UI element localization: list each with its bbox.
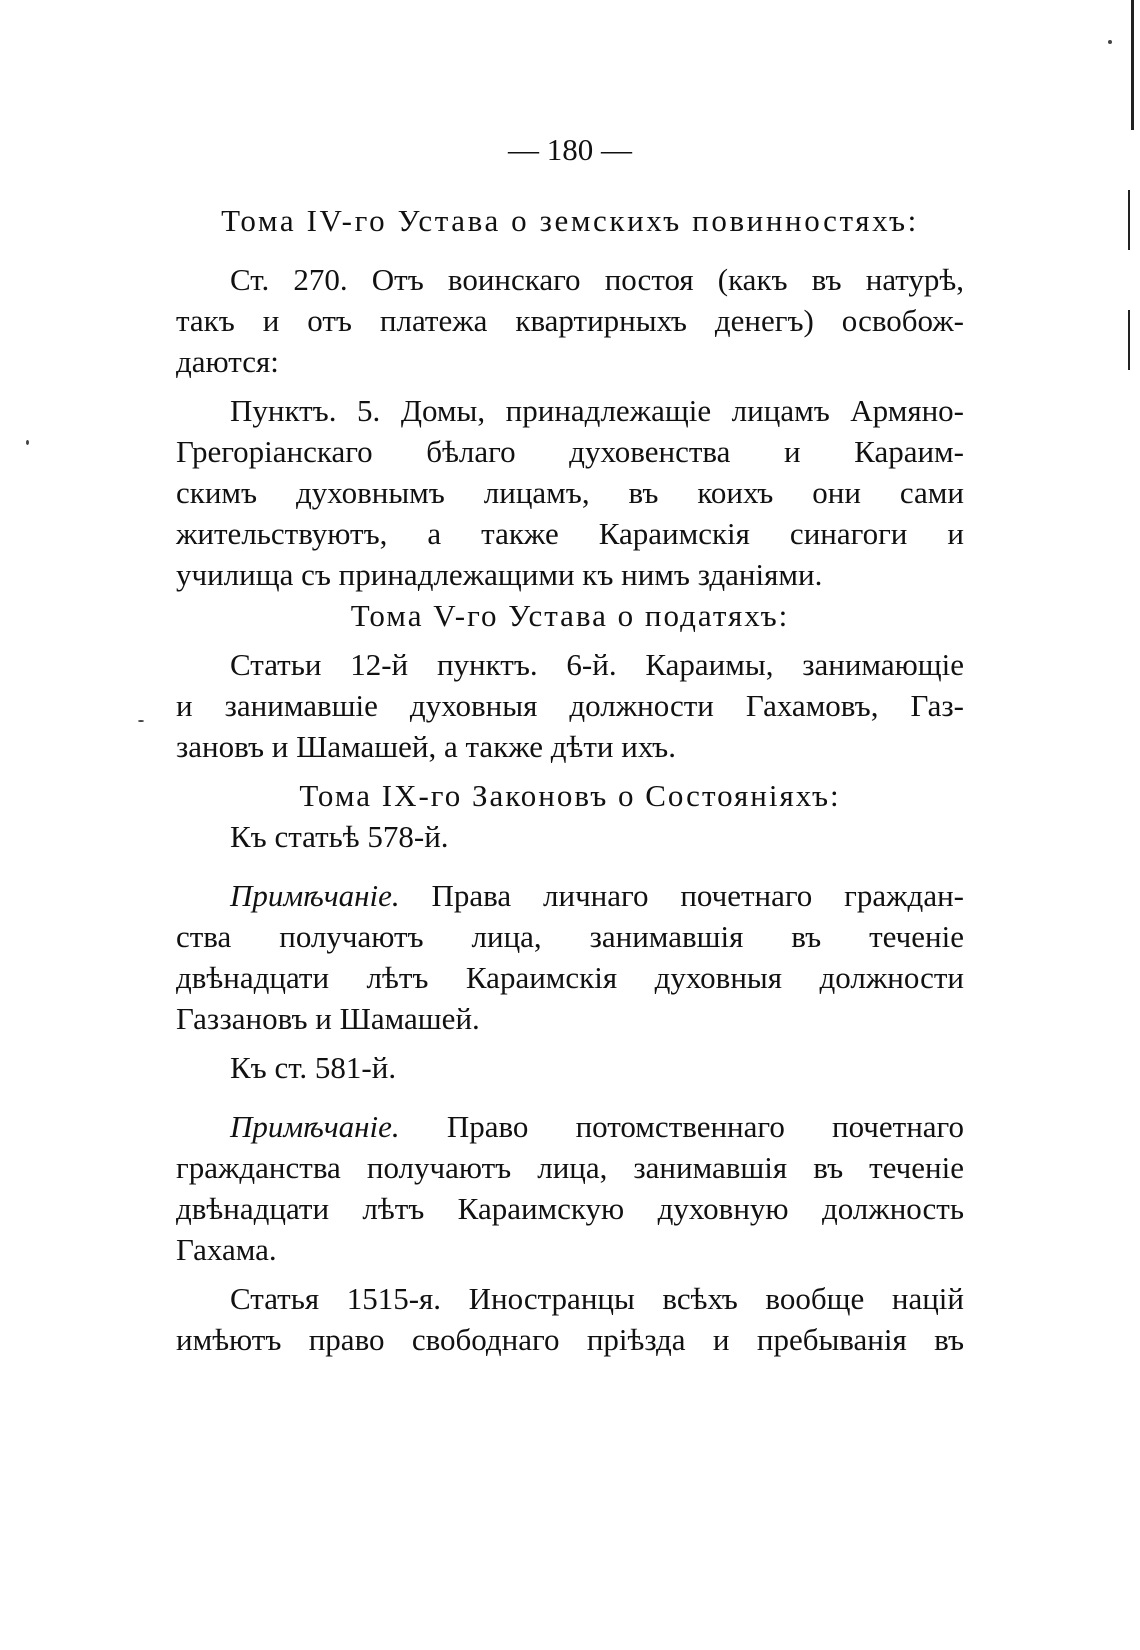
text-line: и занимавшіе духовныя должности Гахамовъ, Газ-: [176, 688, 964, 723]
text-line: Статья 1515-я. Иностранцы всѣхъ вообще націй: [230, 1281, 964, 1316]
article-1515: [176, 1278, 964, 1360]
section-heading-vol5: Тома V-го Устава о податяхъ:: [350, 598, 790, 633]
article-12: [176, 644, 964, 767]
scan-edge-line: [1131, 0, 1134, 130]
point-5: [176, 390, 964, 595]
note-text: Право потомственнаго почетнаго: [446, 1109, 964, 1144]
text-line: [176, 1106, 964, 1147]
scan-speck: [26, 440, 29, 445]
scan-speck: [138, 720, 144, 722]
section-heading-vol9: Тома IX-го Законовъ о Состояніяхъ:: [299, 778, 841, 813]
text-line: такъ и отъ платежа квартирныхъ денегъ) освобож-: [176, 303, 964, 338]
scan-edge-line: [1128, 310, 1130, 370]
text-line: Пунктъ. 5. Домы, принадлежащіе лицамъ Армяно-: [230, 393, 964, 428]
scan-speck: [1108, 40, 1112, 44]
text-line: скимъ духовнымъ лицамъ, въ коихъ они сами: [176, 475, 964, 510]
article-270: [176, 259, 964, 382]
text-line: [176, 875, 964, 916]
note-label: Примѣчаніе.: [230, 878, 400, 913]
note-text: Права личнаго почетнаго граждан-: [431, 878, 964, 913]
text-line: Ст. 270. Отъ воинскаго постоя (какъ въ натурѣ,: [230, 262, 964, 297]
text-line: ства получаютъ лица, занимавшія въ теченіе: [176, 919, 964, 954]
text-line: Гахама.: [176, 1232, 277, 1267]
text-line: Статьи 12-й пунктъ. 6-й. Караимы, занимающіе: [230, 647, 964, 682]
text-line: двѣнадцати лѣтъ Караимскую духовную должность: [176, 1191, 964, 1226]
scan-edge-line: [1128, 190, 1130, 250]
text-line: Грегоріанскаго бѣлаго духовенства и Караим-: [176, 434, 964, 469]
body-text: [176, 200, 964, 1360]
note-578: [176, 875, 964, 1039]
text-line: даются:: [176, 344, 279, 379]
text-line: зановъ и Шамашей, а также дѣти ихъ.: [176, 729, 676, 764]
note-label: Примѣчаніе.: [230, 1109, 400, 1144]
page-number: — 180 —: [508, 132, 632, 167]
text-line: гражданства получаютъ лица, занимавшія въ теченіе: [176, 1150, 964, 1185]
reference-581: Къ ст. 581-й.: [230, 1050, 397, 1085]
text-line: жительствуютъ, а также Караимскія синагоги и: [176, 516, 964, 551]
note-581: [176, 1106, 964, 1270]
text-line: двѣнадцати лѣтъ Караимскія духовныя должности: [176, 960, 964, 995]
text-line: имѣютъ право свободнаго пріѣзда и пребыванія въ: [176, 1322, 964, 1357]
text-line: Газзановъ и Шамашей.: [176, 1001, 480, 1036]
section-heading-vol4: Тома IV-го Устава о земскихъ повинностяхъ:: [221, 203, 919, 238]
text-line: училища съ принадлежащими къ нимъ зданіями.: [176, 557, 823, 592]
reference-578: Къ статьѣ 578-й.: [230, 819, 449, 854]
